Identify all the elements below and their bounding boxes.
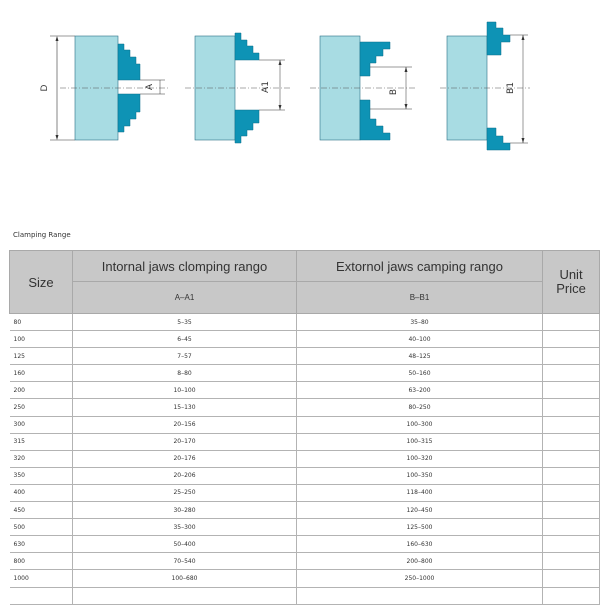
unit-price-cell [543, 502, 600, 519]
size-cell [10, 587, 73, 604]
table-row [10, 570, 600, 587]
unit-price-line2: Price [556, 281, 586, 296]
unit-price-cell [543, 433, 600, 450]
table-row [10, 587, 600, 604]
internal-range-cell: 20–206 [73, 467, 297, 484]
external-range-cell: 40–100 [297, 331, 543, 348]
unit-price-cell [543, 484, 600, 501]
table-row [10, 382, 600, 399]
internal-range-cell: 6–45 [73, 331, 297, 348]
clamping-range-table [9, 250, 600, 605]
internal-range-cell: 7–57 [73, 348, 297, 365]
internal-range-cell: 15–130 [73, 399, 297, 416]
table-row [10, 433, 600, 450]
size-cell: 315 [10, 433, 73, 450]
unit-price-cell [543, 536, 600, 553]
diagram-internal-a [40, 36, 168, 140]
external-range-cell: 63–200 [297, 382, 543, 399]
label-b1: B1 [506, 82, 516, 94]
external-range-cell: 48–125 [297, 348, 543, 365]
subheader-row [10, 282, 600, 314]
unit-price-cell [543, 399, 600, 416]
size-cell: 80 [10, 314, 73, 331]
diagram-internal-a1 [185, 33, 290, 143]
external-subheader: B–B1 [297, 282, 543, 314]
unit-price-line1: Unit [559, 267, 583, 282]
size-cell: 300 [10, 416, 73, 433]
table-row [10, 450, 600, 467]
external-range-cell: 160–630 [297, 536, 543, 553]
label-a1: A1 [261, 81, 271, 93]
unit-price-header [543, 251, 600, 314]
table-row [10, 331, 600, 348]
internal-range-cell: 35–300 [73, 519, 297, 536]
unit-price-cell [543, 331, 600, 348]
internal-range-cell: 5–35 [73, 314, 297, 331]
table-row [10, 399, 600, 416]
external-range-cell: 250–1000 [297, 570, 543, 587]
unit-price-cell [543, 570, 600, 587]
external-header: Extornol jaws camping rango [297, 251, 543, 282]
internal-range-cell: 100–680 [73, 570, 297, 587]
size-header: Size [10, 251, 73, 314]
table-row [10, 536, 600, 553]
size-cell: 200 [10, 382, 73, 399]
unit-price-cell [543, 365, 600, 382]
external-range-cell: 200–800 [297, 553, 543, 570]
unit-price-cell [543, 348, 600, 365]
external-range-cell: 125–500 [297, 519, 543, 536]
unit-price-cell [543, 553, 600, 570]
size-cell: 160 [10, 365, 73, 382]
external-range-cell [297, 587, 543, 604]
unit-price-cell [543, 467, 600, 484]
external-range-cell: 118–400 [297, 484, 543, 501]
table-row [10, 314, 600, 331]
size-cell: 450 [10, 502, 73, 519]
internal-range-cell: 8–80 [73, 365, 297, 382]
table-row [10, 519, 600, 536]
size-cell: 320 [10, 450, 73, 467]
internal-range-cell: 70–540 [73, 553, 297, 570]
external-range-cell: 50–160 [297, 365, 543, 382]
unit-price-cell [543, 382, 600, 399]
unit-price-cell [543, 519, 600, 536]
diagram-external-b [310, 36, 415, 140]
size-cell: 1000 [10, 570, 73, 587]
unit-price-cell [543, 314, 600, 331]
internal-range-cell: 50–400 [73, 536, 297, 553]
table-row [10, 467, 600, 484]
size-cell: 350 [10, 467, 73, 484]
header-row [10, 251, 600, 282]
table-row [10, 502, 600, 519]
label-d: D [40, 84, 50, 92]
table-row [10, 365, 600, 382]
size-cell: 630 [10, 536, 73, 553]
internal-range-cell: 30–280 [73, 502, 297, 519]
external-range-cell: 100–350 [297, 467, 543, 484]
table-row [10, 553, 600, 570]
external-range-cell: 35–80 [297, 314, 543, 331]
external-range-cell: 120–450 [297, 502, 543, 519]
label-b: B [389, 88, 399, 96]
external-range-cell: 100–320 [297, 450, 543, 467]
external-range-cell: 100–300 [297, 416, 543, 433]
table-body [10, 314, 600, 605]
clamping-diagrams [0, 0, 600, 160]
table-row [10, 416, 600, 433]
internal-range-cell: 20–170 [73, 433, 297, 450]
unit-price-cell [543, 450, 600, 467]
internal-subheader: A–A1 [73, 282, 297, 314]
external-range-cell: 100–315 [297, 433, 543, 450]
size-cell: 400 [10, 484, 73, 501]
table-row [10, 348, 600, 365]
internal-range-cell: 25–250 [73, 484, 297, 501]
size-cell: 125 [10, 348, 73, 365]
diagram-external-b1 [440, 22, 530, 150]
external-range-cell: 80–250 [297, 399, 543, 416]
size-cell: 250 [10, 399, 73, 416]
label-a: A [145, 83, 155, 91]
unit-price-cell [543, 587, 600, 604]
size-cell: 500 [10, 519, 73, 536]
table-row [10, 484, 600, 501]
internal-header: Intornal jaws clomping rango [73, 251, 297, 282]
size-cell: 100 [10, 331, 73, 348]
internal-range-cell: 20–156 [73, 416, 297, 433]
internal-range-cell: 20–176 [73, 450, 297, 467]
size-cell: 800 [10, 553, 73, 570]
internal-range-cell [73, 587, 297, 604]
internal-range-cell: 10–100 [73, 382, 297, 399]
section-title: Clamping Range [13, 231, 71, 239]
unit-price-cell [543, 416, 600, 433]
